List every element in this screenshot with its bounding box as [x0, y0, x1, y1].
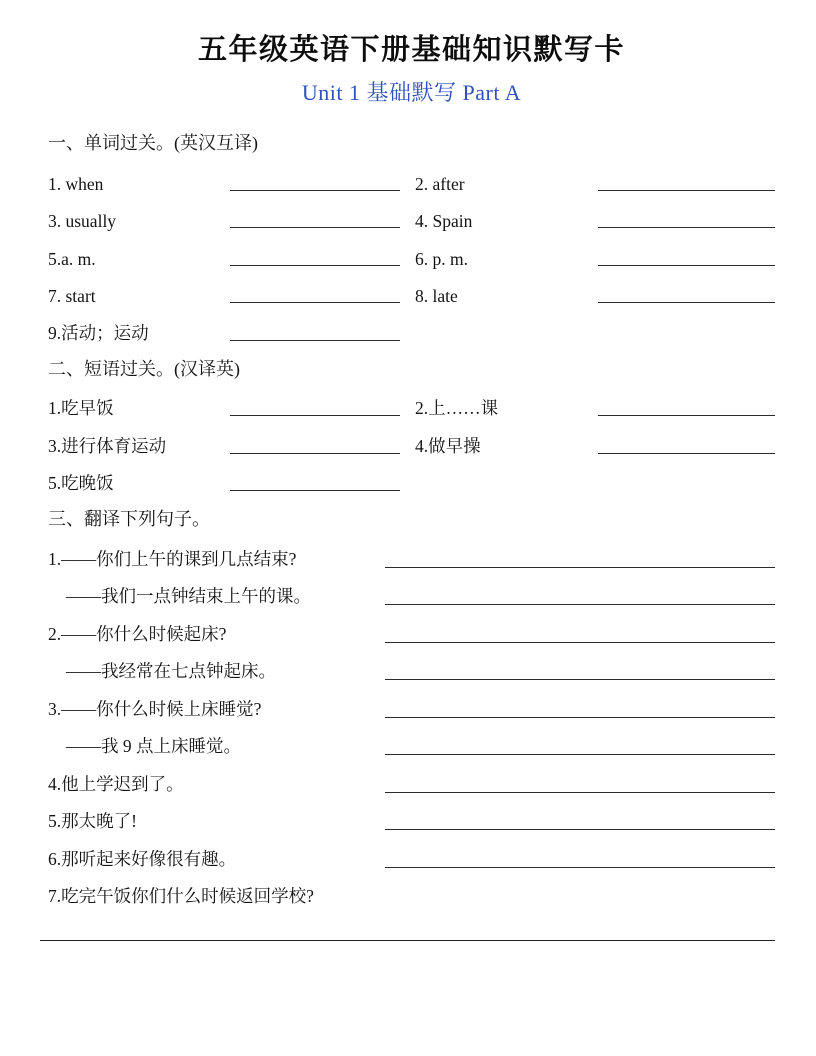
word-label: 5.a. m.	[48, 248, 96, 269]
sentence-label: ——我们一点钟结束上午的课。	[66, 586, 311, 606]
page-subtitle: Unit 1 基础默写 Part A	[301, 80, 522, 105]
answer-blank[interactable]	[230, 490, 400, 491]
sentence-label: 1.——你们上午的课到几点结束?	[48, 548, 297, 569]
sentence-row-2	[48, 613, 775, 651]
word-label: 6. p. m.	[415, 248, 468, 269]
section3-heading: 三、翻译下列句子。	[48, 509, 210, 529]
sentence-row-6	[48, 838, 775, 876]
phrase-label: 4.做早操	[415, 435, 481, 456]
phrase-label: 3.进行体育运动	[48, 435, 167, 456]
word-row-5	[48, 312, 775, 350]
answer-blank[interactable]	[385, 754, 775, 755]
answer-blank[interactable]	[385, 792, 775, 793]
answer-blank[interactable]	[230, 265, 400, 266]
answer-blank[interactable]	[385, 679, 775, 680]
word-row-2	[48, 200, 775, 238]
answer-blank[interactable]	[230, 190, 400, 191]
phrase-row-2	[48, 425, 775, 463]
answer-blank[interactable]	[230, 453, 400, 454]
answer-line-full[interactable]	[40, 940, 775, 941]
answer-blank[interactable]	[230, 340, 400, 341]
word-label: 4. Spain	[415, 211, 473, 231]
sentence-label: 7.吃完午饭你们什么时候返回学校?	[48, 886, 314, 906]
answer-blank[interactable]	[230, 302, 400, 303]
sentence-label: ——我 9 点上床睡觉。	[66, 736, 241, 756]
phrase-row-3	[48, 463, 775, 501]
word-label: 2. after	[415, 173, 465, 194]
sentence-row-3-reply	[48, 726, 775, 764]
sentence-row-1-reply	[48, 576, 775, 614]
sentence-row-7	[48, 876, 775, 914]
sentence-label: 5.那太晚了!	[48, 811, 137, 831]
sentence-row-5	[48, 801, 775, 839]
sentence-label: 3.——你什么时候上床睡觉?	[48, 698, 262, 719]
word-label: 7. start	[48, 286, 96, 306]
answer-blank[interactable]	[385, 867, 775, 868]
word-row-4	[48, 275, 775, 313]
sentence-row-4	[48, 763, 775, 801]
answer-blank[interactable]	[385, 717, 775, 718]
phrase-label: 5.吃晚饭	[48, 473, 114, 493]
phrase-row-1	[48, 388, 775, 426]
word-label: 8. late	[415, 286, 458, 306]
answer-blank[interactable]	[385, 604, 775, 605]
word-label: 1. when	[48, 173, 104, 194]
answer-blank[interactable]	[598, 190, 775, 191]
answer-blank[interactable]	[230, 415, 400, 416]
answer-blank[interactable]	[385, 829, 775, 830]
sentence-label: 4.他上学迟到了。	[48, 773, 184, 794]
section1-heading: 一、单词过关。(英汉互译)	[48, 133, 258, 153]
word-row-3	[48, 237, 775, 275]
answer-blank[interactable]	[598, 302, 775, 303]
word-label: 9.活动；运动	[48, 322, 149, 343]
sentence-label: 6.那听起来好像很有趣。	[48, 848, 237, 869]
answer-blank[interactable]	[598, 415, 775, 416]
sentence-row-1	[48, 538, 775, 576]
word-row-1	[48, 162, 775, 200]
sentence-row-2-reply	[48, 651, 775, 689]
answer-blank[interactable]	[598, 265, 775, 266]
answer-blank[interactable]	[230, 227, 400, 228]
page-title: 五年级英语下册基础知识默写卡	[197, 34, 625, 66]
answer-blank[interactable]	[598, 227, 775, 228]
sentence-row-3	[48, 688, 775, 726]
sentence-label: ——我经常在七点钟起床。	[66, 661, 276, 681]
answer-blank[interactable]	[385, 567, 775, 568]
phrase-label: 2.上……课	[415, 398, 499, 418]
section2-heading: 二、短语过关。(汉译英)	[48, 358, 240, 379]
answer-blank[interactable]	[598, 453, 775, 454]
answer-blank[interactable]	[385, 642, 775, 643]
word-label: 3. usually	[48, 211, 117, 231]
sentence-label: 2.——你什么时候起床?	[48, 623, 227, 644]
phrase-label: 1.吃早饭	[48, 398, 114, 418]
